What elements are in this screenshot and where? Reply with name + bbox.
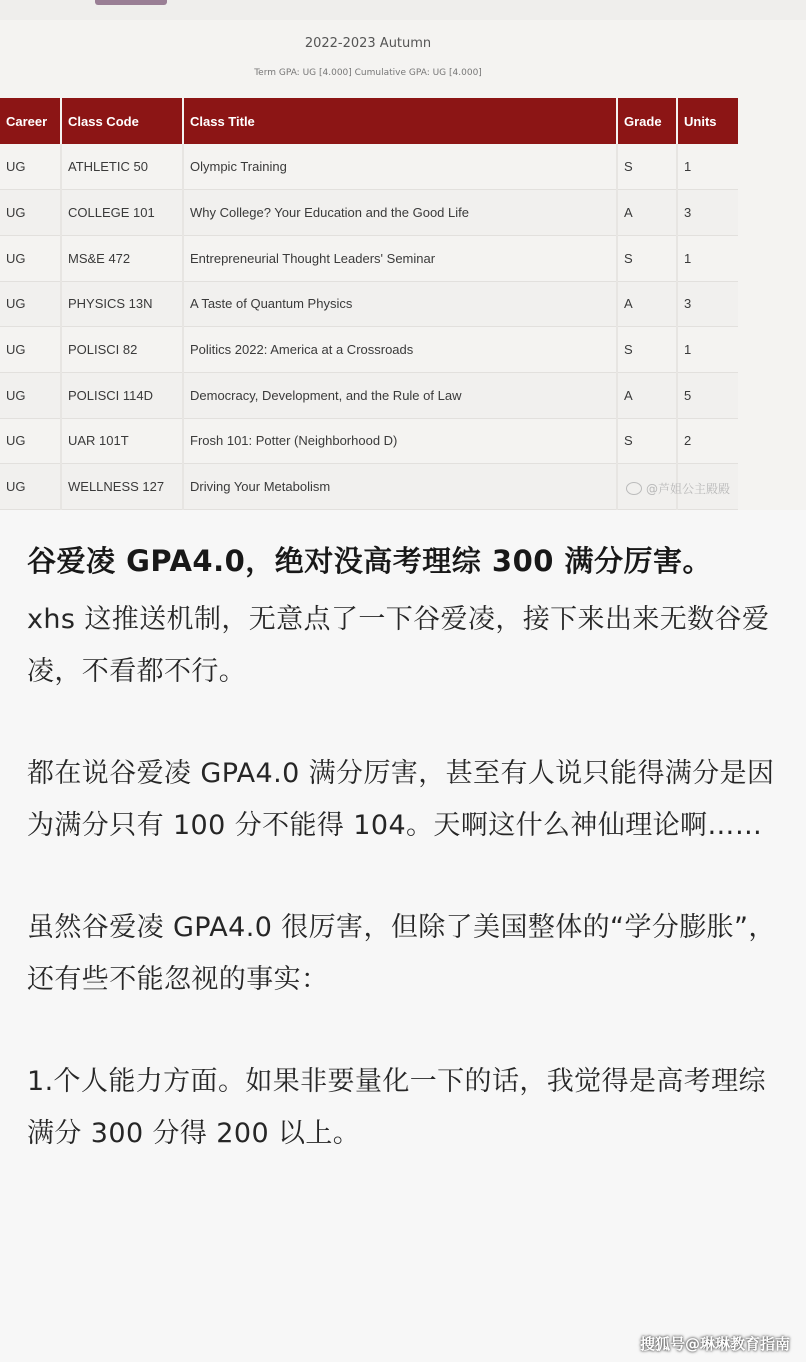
cell-class-title: Democracy, Development, and the Rule of Law [183,372,617,418]
cell-class-code: PHYSICS 13N [61,281,183,327]
cell-class-code: POLISCI 114D [61,372,183,418]
cell-class-title: Driving Your Metabolism [183,464,617,510]
cell-class-code: MS&E 472 [61,235,183,281]
table-row [0,372,738,418]
cell-career: UG [0,372,61,418]
source-watermark: 搜狐号@琳琳教育指南 [639,1335,790,1353]
transcript-screenshot [0,0,806,510]
cell-grade: S [617,327,677,373]
grades-table [0,98,738,510]
table-row [0,144,738,190]
cell-grade: A [617,190,677,236]
table-row [0,190,738,236]
cell-grade: A [617,281,677,327]
cell-units: 2 [677,418,738,464]
cell-units: 1 [677,144,738,190]
paragraph: 都在说谷爱凌 GPA4.0 满分厉害，甚至有人说只能得满分是因为满分只有 100 分不能得 104。天啊这什么神仙理论啊…… [27,758,775,841]
table-row [0,235,738,281]
cell-career: UG [0,327,61,373]
table-row [0,281,738,327]
column-header-units: Units [677,98,738,144]
cell-grade: S [617,418,677,464]
cell-grade: A [617,372,677,418]
cell-career: UG [0,235,61,281]
paragraph: 1.个人能力方面。如果非要量化一下的话，我觉得是高考理综满分 300 分得 200 以上。 [27,1066,766,1149]
cell-class-title: Entrepreneurial Thought Leaders' Seminar [183,235,617,281]
cell-class-code: UAR 101T [61,418,183,464]
cell-career: UG [0,418,61,464]
table-row [0,327,738,373]
cell-class-code: COLLEGE 101 [61,190,183,236]
cell-units: 3 [677,281,738,327]
cell-career: UG [0,464,61,510]
term-title: 2022-2023 Autumn [304,36,432,51]
cell-class-title: Why College? Your Education and the Good Life [183,190,617,236]
cell-class-title: Frosh 101: Potter (Neighborhood D) [183,418,617,464]
cell-units: 3 [677,190,738,236]
paragraph: xhs 这推送机制，无意点了一下谷爱凌，接下来出来无数谷爱凌，不看都不行。 [27,604,770,687]
table-row [0,418,738,464]
column-header-class-code: Class Code [61,98,183,144]
top-strip [95,0,167,5]
transcript-sheet [0,20,806,510]
cell-grade: S [617,144,677,190]
table-header-row [0,98,738,144]
cell-career: UG [0,281,61,327]
cell-class-title: A Taste of Quantum Physics [183,281,617,327]
cell-units: 1 [677,327,738,373]
term-gpa: Term GPA: UG [4.000] Cumulative GPA: UG [4.000] [254,68,482,78]
cell-class-title: Olympic Training [183,144,617,190]
cell-class-code: WELLNESS 127 [61,464,183,510]
paragraph: 虽然谷爱凌 GPA4.0 很厉害，但除了美国整体的“学分膨胀”，还有些不能忽视的事实： [27,912,776,995]
watermark-text: @芦姐公主殿殿 [646,482,731,496]
column-header-career: Career [0,98,61,144]
cell-class-code: ATHLETIC 50 [61,144,183,190]
cell-class-code: POLISCI 82 [61,327,183,373]
cell-career: UG [0,190,61,236]
column-header-grade: Grade [617,98,677,144]
cell-units: 5 [677,372,738,418]
column-header-class-title: Class Title [183,98,617,144]
article-body [27,536,787,1160]
weibo-icon [626,482,642,495]
cell-grade: S [617,235,677,281]
cell-career: UG [0,144,61,190]
cell-units: 1 [677,235,738,281]
cell-class-title: Politics 2022: America at a Crossroads [183,327,617,373]
image-watermark [626,480,730,497]
article-headline: 谷爱凌 GPA4.0，绝对没高考理综 300 满分厉害。 [27,544,713,578]
